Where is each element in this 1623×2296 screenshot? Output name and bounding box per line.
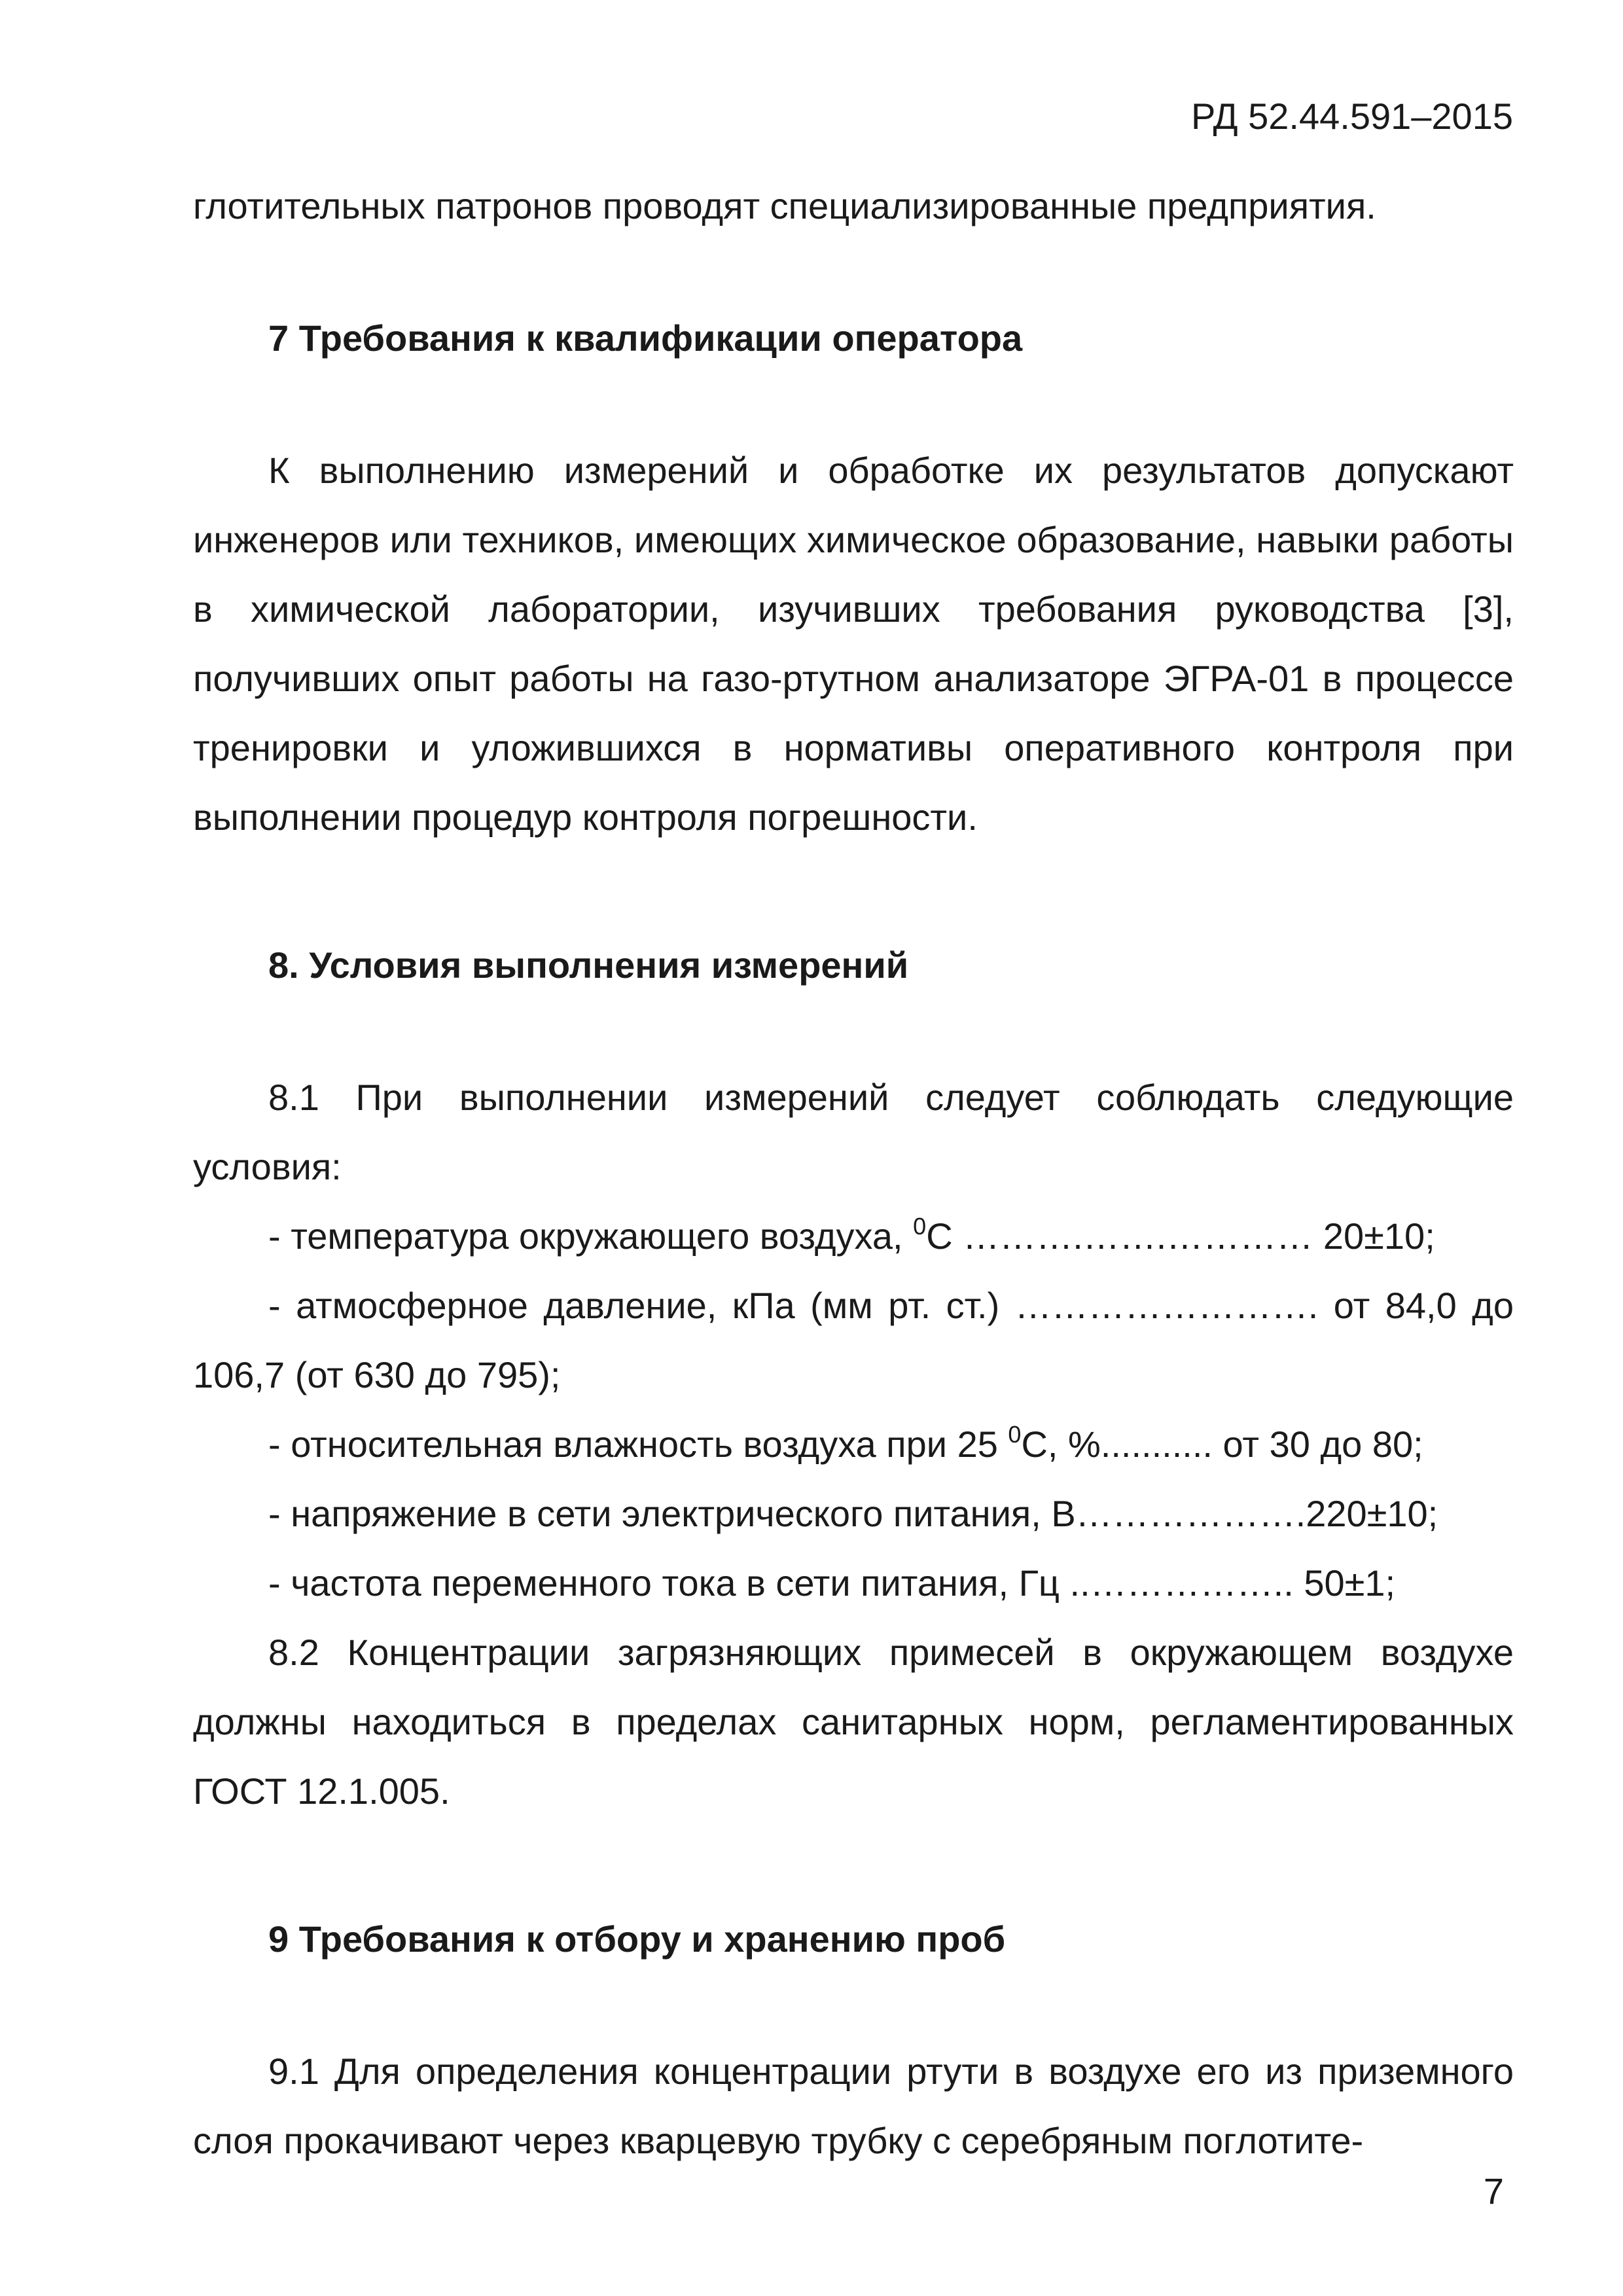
paragraph-8-1: 8.1 При выполнении измерений следует соблюдать следующие условия: — [193, 1077, 1514, 1187]
paragraph-9-1: 9.1 Для определения концентрации ртути в воздухе его из приземного слоя прокачивают через кварцевую трубку с серебряным поглотите- — [193, 2051, 1514, 2161]
degree-superscript: 0 — [1008, 1421, 1022, 1448]
condition-humidity: - относительная влажность воздуха при 25 $^0$С, %........... от 30 до 80; — [268, 1421, 1423, 1465]
page-content — [193, 171, 1514, 2176]
page-number: 7 — [1483, 2170, 1504, 2212]
section-8-heading: 8. Условия выполнения измерений — [268, 944, 909, 986]
section-9-heading: 9 Требования к отбору и хранению проб — [268, 1918, 1006, 1960]
continuation-text: глотительных патронов проводят специализированные предприятия. — [193, 185, 1376, 226]
section-7-heading: 7 Требования к квалификации оператора — [268, 317, 1023, 359]
condition-temperature: - температура окружающего воздуха, $^0$С ……….…….………… 20±10; — [268, 1213, 1435, 1257]
condition-voltage: - напряжение в сети электрического питания, В……………….220±10; — [268, 1493, 1438, 1534]
degree-superscript: 0 — [913, 1213, 927, 1240]
document-code: РД 52.44.591–2015 — [1191, 96, 1513, 137]
condition-frequency: - частота переменного тока в сети питания, Гц ..…………….. 50±1; — [268, 1562, 1396, 1604]
condition-pressure: - атмосферное давление, кПа (мм рт. ст.) ……………………. от 84,0 до 106,7 (от 630 до 795); — [193, 1285, 1514, 1395]
paragraph-8-2: 8.2 Концентрации загрязняющих примесей в окружающем воздухе должны находиться в пределах санитарных норм, регламентированных ГОСТ 12.1.005. — [193, 1632, 1514, 1812]
section-7-paragraph: К выполнению измерений и обработке их результатов допускают инженеров или техников, имеющих химическое образование, навыки работы в химической лаборатории, изучивших требования руководства [3], получивших опыт работы на газо-ртутном анализаторе ЭГРА-01 в процессе тренировки и уложившихся в нормативы оперативного контроля при выполнении процедур контроля погрешности. — [193, 450, 1514, 838]
